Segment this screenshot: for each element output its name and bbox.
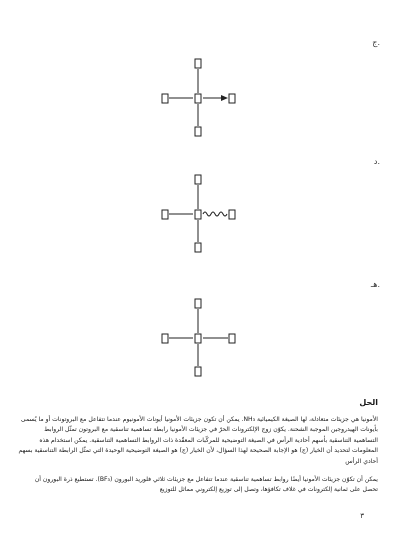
page-number: ٣ [360,512,364,520]
solution-paragraph-2: يمكن أن تكوّن جزيئات الأمونيا أيضًا روابط تساهمية تناسقية عندما تتفاعل مع جزيئات ثلاثي فلوريد البورون (BF₃). تستطيع ذرة البورون أن تحصل على ثمانية إلكترونات في غلاف تكافؤها، وتصل إلى توزيع إلكتروني مماثل للتوزيع [34,476,378,494]
option-e-label: هـ. [370,280,380,289]
option-c-diagram [150,50,250,160]
atom-box-center [195,94,201,103]
wavy-bond [203,212,227,216]
atom-box-left [162,210,168,219]
atom-box-left [162,94,168,103]
atom-box-left [162,334,168,343]
atom-box-bottom [195,243,201,252]
atom-box-top [195,59,201,68]
atom-box-top [195,299,201,308]
option-d-label: د. [373,157,380,166]
atom-box-center [195,210,201,219]
solution-title: الحل [359,398,378,407]
atom-box-right [229,334,235,343]
option-e-diagram [150,290,250,400]
atom-box-bottom [195,127,201,136]
atom-box-center [195,334,201,343]
atom-box-right [229,210,235,219]
solution-section [18,398,378,504]
coordinate-arrow-bond [203,95,228,101]
atom-box-bottom [195,367,201,376]
option-c-label: ج. [372,38,380,47]
solution-paragraph-1: الأمونيا هي جزيئات متعادلة، لها الصيغة الكيميائية NH₃. يمكن أن تكون جزيئات الأمونيا أيونات الأمونيوم عندما تتفاعل مع البروتونات أو ما يُسمى بأيونات الهيدروجين الموجبة الشحنة. يكوّن زوج الإلكترونات الحرّ في جزيئات الأمونيا رابطة تساهمية تناسقية مع البروتون تمثّل الروابط التساهمية التناسقية بأسهم أحادية الرأس في الصيغة التوضيحية للمركّبات المعقّدة ذات الروابط التساهمية التناسقية. يمكن استخدام هذه المعلومات لتحديد أن الخيار (ج) هو الإجابة الصحيحة لهذا السؤال، لأن الخيار (ج) هو الصيغة التوضيحية الوحيدة التي تمثّل الرابطة التناسقية بسهم أحادي الرأس [18,416,378,465]
option-d-diagram [150,166,250,276]
atom-box-right [229,94,235,103]
atom-box-top [195,175,201,184]
